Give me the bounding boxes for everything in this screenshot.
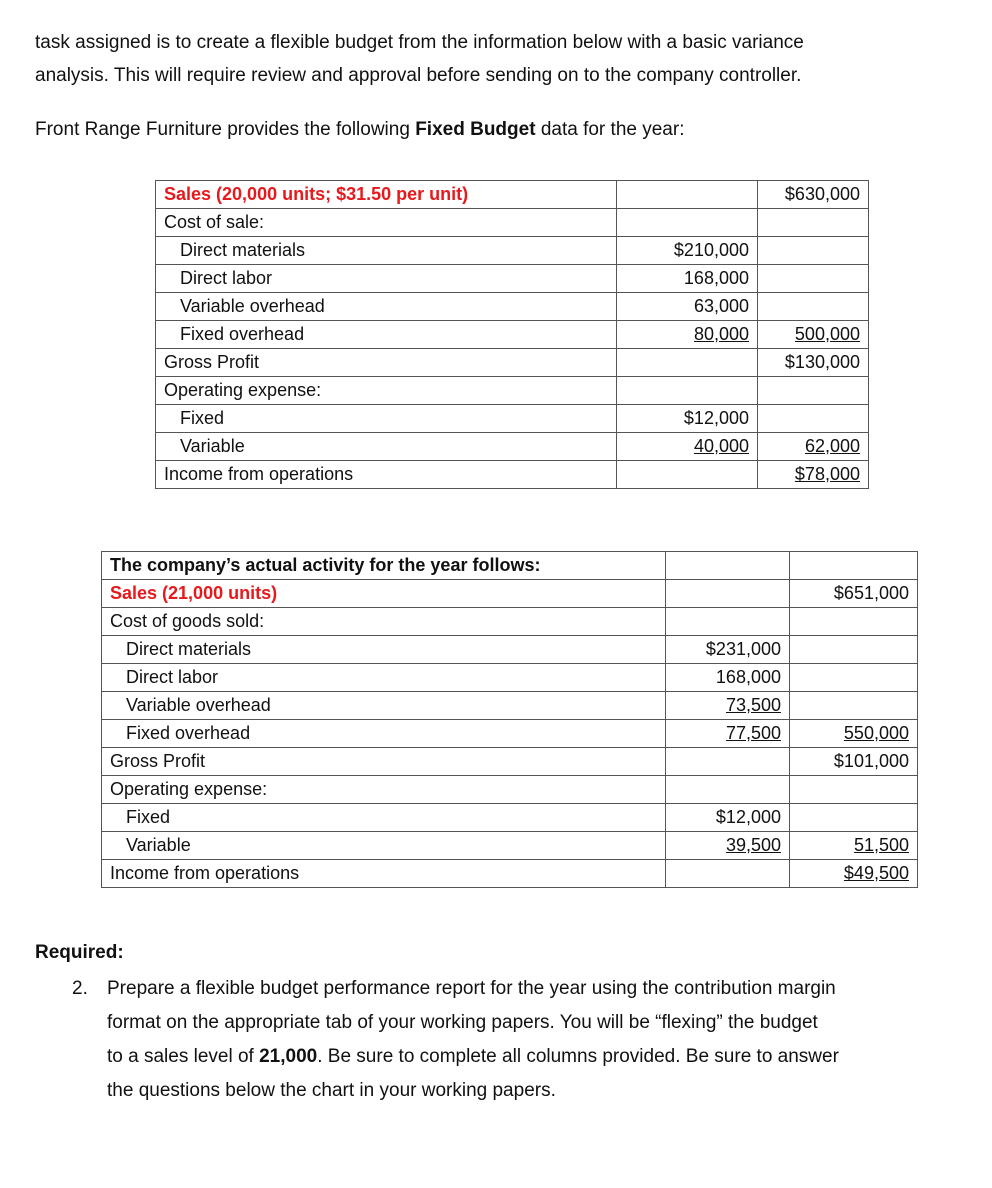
fixed-budget-table: [155, 180, 869, 489]
row-label-text: Cost of sale:: [164, 212, 265, 232]
amount-cell: [790, 636, 918, 664]
row-label: [156, 181, 617, 209]
fixed-budget-intro: [35, 113, 684, 147]
amount-cell: [617, 349, 758, 377]
row-label: [156, 461, 617, 489]
table-row: [156, 405, 869, 433]
amount-cell: [758, 433, 869, 461]
row-label-text: Sales (20,000 units; $31.50 per unit): [164, 184, 469, 204]
table-row: [102, 748, 918, 776]
row-label: [156, 237, 617, 265]
item-line-3-prefix: to a sales level of: [107, 1046, 260, 1067]
item-line-3-bold: 21,000: [259, 1046, 318, 1067]
amount-cell: [617, 181, 758, 209]
actual-activity-table: [101, 551, 918, 888]
table-row: [102, 636, 918, 664]
amount-value: $231,000: [705, 639, 781, 659]
amount-value: 39,500: [725, 835, 781, 855]
amount-value: $12,000: [715, 807, 781, 827]
row-label: [102, 552, 666, 580]
amount-cell: [666, 748, 790, 776]
amount-cell: [666, 692, 790, 720]
amount-cell: [758, 377, 869, 405]
amount-cell: [617, 405, 758, 433]
amount-cell: [617, 433, 758, 461]
amount-cell: [666, 636, 790, 664]
amount-value: 168,000: [715, 667, 781, 687]
table-row: [156, 321, 869, 349]
row-label: [156, 405, 617, 433]
amount-value: 168,000: [683, 268, 749, 288]
intro-line-2: analysis. This will require review and approval before sending on to the company controller.: [35, 65, 802, 86]
amount-cell: [666, 804, 790, 832]
amount-cell: [790, 692, 918, 720]
intro-line-1: task assigned is to create a flexible budget from the information below with a basic variance: [35, 32, 804, 53]
amount-value: 73,500: [725, 695, 781, 715]
row-label-text: Income from operations: [110, 863, 300, 883]
amount-value: 77,500: [725, 723, 781, 743]
row-label: [102, 692, 666, 720]
row-label-text: Direct materials: [126, 639, 252, 659]
amount-value: $78,000: [794, 464, 860, 484]
amount-cell: [758, 265, 869, 293]
amount-cell: [758, 209, 869, 237]
amount-cell: [617, 377, 758, 405]
amount-cell: [666, 664, 790, 692]
amount-cell: [666, 608, 790, 636]
row-label-text: Fixed overhead: [180, 324, 305, 344]
row-label-text: Operating expense:: [164, 380, 322, 400]
row-label: [102, 720, 666, 748]
amount-cell: [758, 405, 869, 433]
row-label-text: Variable: [180, 436, 245, 456]
amount-cell: [666, 832, 790, 860]
amount-cell: [790, 804, 918, 832]
table-row: [102, 608, 918, 636]
row-label: [156, 265, 617, 293]
fixed-intro-bold: Fixed Budget: [415, 119, 536, 140]
row-label-text: Sales (21,000 units): [110, 583, 278, 603]
table-row: [156, 461, 869, 489]
row-label: [156, 377, 617, 405]
row-label: [102, 804, 666, 832]
row-label: [102, 664, 666, 692]
amount-value: $651,000: [833, 583, 909, 603]
amount-cell: [790, 748, 918, 776]
amount-cell: [617, 293, 758, 321]
row-label-text: Cost of goods sold:: [110, 611, 265, 631]
table-row: [102, 776, 918, 804]
row-label-text: The company’s actual activity for the year follows:: [110, 555, 541, 575]
amount-value: 51,500: [853, 835, 909, 855]
row-label-text: Fixed overhead: [126, 723, 251, 743]
amount-cell: [666, 720, 790, 748]
amount-value: 62,000: [804, 436, 860, 456]
table-row: [156, 181, 869, 209]
fixed-intro-prefix: Front Range Furniture provides the following: [35, 119, 416, 140]
amount-cell: [666, 580, 790, 608]
row-label-text: Variable overhead: [180, 296, 325, 316]
required-item-2: [72, 972, 972, 1108]
amount-cell: [666, 776, 790, 804]
amount-cell: [758, 237, 869, 265]
table-row: [102, 832, 918, 860]
fixed-intro-suffix: data for the year:: [535, 119, 685, 140]
table-row: [102, 552, 918, 580]
table-row: [156, 293, 869, 321]
amount-cell: [758, 321, 869, 349]
item-line-3-suffix: . Be sure to complete all columns provided. Be sure to answer: [317, 1046, 839, 1067]
row-label: [156, 209, 617, 237]
amount-cell: [790, 552, 918, 580]
amount-value: $12,000: [683, 408, 749, 428]
amount-value: 63,000: [693, 296, 749, 316]
table-row: [102, 580, 918, 608]
row-label-text: Fixed: [180, 408, 225, 428]
item-line-3: [107, 1040, 972, 1074]
row-label: [102, 776, 666, 804]
amount-cell: [790, 720, 918, 748]
table-row: [156, 265, 869, 293]
table-row: [102, 804, 918, 832]
item-line-4: the questions below the chart in your working papers.: [107, 1080, 556, 1101]
amount-cell: [790, 832, 918, 860]
amount-value: $210,000: [673, 240, 749, 260]
row-label: [102, 832, 666, 860]
amount-cell: [758, 293, 869, 321]
table-row: [102, 664, 918, 692]
amount-cell: [758, 181, 869, 209]
amount-value: $101,000: [833, 751, 909, 771]
row-label: [156, 433, 617, 461]
row-label-text: Direct materials: [180, 240, 306, 260]
table-row: [102, 720, 918, 748]
amount-cell: [666, 552, 790, 580]
amount-value: 80,000: [693, 324, 749, 344]
row-label: [102, 608, 666, 636]
row-label-text: Income from operations: [164, 464, 354, 484]
row-label-text: Direct labor: [180, 268, 273, 288]
amount-cell: [617, 321, 758, 349]
table-row: [102, 860, 918, 888]
amount-value: 550,000: [843, 723, 909, 743]
row-label: [102, 580, 666, 608]
item-line-2: format on the appropriate tab of your working papers. You will be “flexing” the budget: [107, 1012, 818, 1033]
amount-value: 500,000: [794, 324, 860, 344]
amount-cell: [790, 776, 918, 804]
row-label-text: Gross Profit: [164, 352, 260, 372]
amount-cell: [617, 237, 758, 265]
row-label-text: Gross Profit: [110, 751, 206, 771]
row-label-text: Variable: [126, 835, 191, 855]
amount-cell: [617, 265, 758, 293]
row-label: [102, 860, 666, 888]
amount-cell: [790, 608, 918, 636]
row-label: [156, 349, 617, 377]
amount-value: $630,000: [784, 184, 860, 204]
table-row: [156, 349, 869, 377]
row-label: [156, 293, 617, 321]
row-label-text: Variable overhead: [126, 695, 271, 715]
row-label: [156, 321, 617, 349]
table-row: [102, 692, 918, 720]
table-row: [156, 209, 869, 237]
table-row: [156, 433, 869, 461]
item-line-1: Prepare a flexible budget performance report for the year using the contribution margin: [107, 978, 836, 999]
row-label-text: Direct labor: [126, 667, 219, 687]
row-label-text: Fixed: [126, 807, 171, 827]
required-heading: Required:: [35, 942, 124, 963]
amount-cell: [790, 664, 918, 692]
amount-value: $130,000: [784, 352, 860, 372]
amount-cell: [666, 860, 790, 888]
amount-cell: [617, 461, 758, 489]
item-number: 2.: [72, 978, 88, 999]
amount-cell: [790, 860, 918, 888]
amount-cell: [790, 580, 918, 608]
row-label: [102, 748, 666, 776]
amount-cell: [758, 461, 869, 489]
table-row: [156, 237, 869, 265]
row-label-text: Operating expense:: [110, 779, 268, 799]
table-row: [156, 377, 869, 405]
amount-value: 40,000: [693, 436, 749, 456]
amount-cell: [617, 209, 758, 237]
amount-value: $49,500: [843, 863, 909, 883]
amount-cell: [758, 349, 869, 377]
row-label: [102, 636, 666, 664]
